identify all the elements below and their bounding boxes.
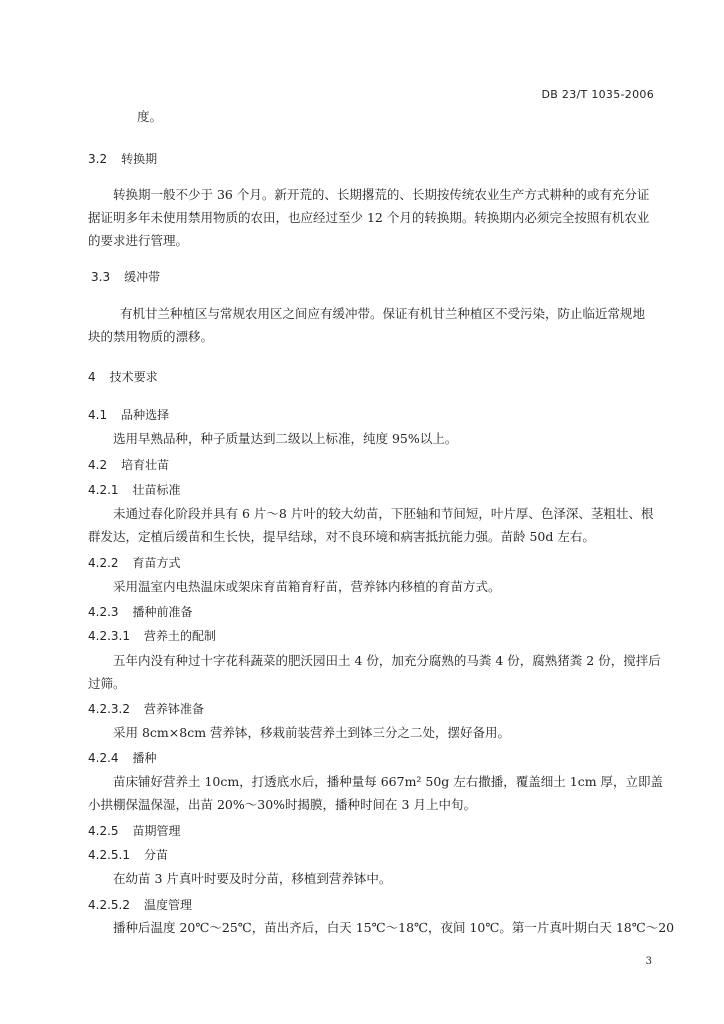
- section-title: 温度管理: [143, 898, 192, 912]
- text-line: 采用温室内电热温床或架床育苗箱育籽苗，营养钵内移植的育苗方式。: [113, 579, 501, 594]
- section-number: 4.2.5.1: [88, 848, 130, 862]
- section-number: 4.2.5: [88, 824, 119, 838]
- section-heading-4-2-1: [88, 481, 181, 499]
- section-title: 壮苗标准: [132, 483, 181, 497]
- section-heading-4: [88, 368, 158, 386]
- section-heading-4-1: [88, 406, 169, 424]
- section-heading-4-2: [88, 456, 169, 474]
- document-code: DB 23/T 1035-2006: [541, 88, 654, 101]
- section-title: 技术要求: [109, 370, 158, 384]
- text-line: 五年内没有种过十字花科蔬菜的肥沃园田土 4 份，加充分腐熟的马粪 4 份，腐熟猪粪 2 份，搅拌后: [113, 653, 661, 668]
- section-title: 缓冲带: [124, 270, 161, 284]
- section-heading-3-3: [91, 268, 160, 286]
- section-heading-4-2-5-1: [88, 846, 168, 864]
- section-number: 4.2.3.1: [88, 629, 130, 643]
- section-number: 4.2.1: [88, 483, 119, 497]
- section-heading-4-2-5: [88, 822, 181, 840]
- section-title: 育苗方式: [132, 556, 181, 570]
- section-heading-4-2-3-2: [88, 700, 204, 718]
- text-line: 有机甘兰种植区与常规农用区之间应有缓冲带。保证有机甘兰种植区不受污染，防止临近常规地: [120, 306, 646, 321]
- section-number: 4.2.3.2: [88, 702, 130, 716]
- text-line: 播种后温度 20℃～25℃，苗出齐后，白天 15℃～18℃，夜间 10℃。第一片真叶期白天 18℃～20: [113, 920, 675, 935]
- section-number: 4.2.4: [88, 751, 119, 765]
- section-title: 苗期管理: [132, 824, 181, 838]
- section-heading-3-2: [88, 150, 157, 168]
- section-number: 4.2.3: [88, 605, 119, 619]
- section-heading-4-2-3: [88, 603, 193, 621]
- section-number: 4.1: [88, 408, 108, 422]
- text-line: 采用 8cm×8cm 营养钵，移栽前装营养土到钵三分之二处，摆好备用。: [113, 725, 511, 740]
- text-line: 据证明多年未使用禁用物质的农田，也应经过至少 12 个月的转换期。转换期内必须完全按照有机农业: [88, 210, 650, 225]
- section-title: 播种前准备: [132, 605, 193, 619]
- section-title: 营养钵准备: [143, 702, 204, 716]
- section-title: 营养土的配制: [143, 629, 216, 643]
- section-title: 品种选择: [121, 408, 170, 422]
- text-line: 在幼苗 3 片真叶时要及时分苗，移植到营养钵中。: [113, 871, 392, 886]
- text-line: 块的禁用物质的漂移。: [88, 329, 214, 344]
- text-line: 选用早熟品种，种子质量达到二级以上标准，纯度 95%以上。: [113, 431, 458, 446]
- text-line: 转换期一般不少于 36 个月。新开荒的、长期撂荒的、长期按传统农业生产方式耕种的或有充分证: [113, 187, 650, 202]
- text-line: 度。: [137, 109, 163, 124]
- text-line: 群发达，定植后缓苗和生长快，提早结球，对不良环境和病害抵抗能力强。苗龄 50d 左右。: [88, 529, 595, 544]
- section-title: 播种: [132, 751, 157, 765]
- section-title: 转换期: [121, 152, 158, 166]
- section-heading-4-2-2: [88, 554, 181, 572]
- text-line: 小拱棚保温保湿，出苗 20%～30%时揭膜，播种时间在 3 月上中旬。: [88, 797, 476, 812]
- section-title: 分苗: [143, 848, 168, 862]
- section-title: 培育壮苗: [121, 458, 170, 472]
- page-number: 3: [645, 956, 652, 967]
- section-number: 4: [88, 370, 96, 384]
- section-number: 4.2: [88, 458, 108, 472]
- section-number: 4.2.2: [88, 556, 119, 570]
- section-heading-4-2-5-2: [88, 896, 192, 914]
- section-number: 4.2.5.2: [88, 898, 130, 912]
- text-line: 过筛。: [88, 676, 126, 691]
- text-line: 苗床铺好营养土 10cm，打透底水后，播种量每 667m² 50g 左右撒播，覆盖细土 1cm 厚，立即盖: [113, 774, 664, 789]
- section-heading-4-2-3-1: [88, 627, 216, 645]
- section-number: 3.2: [88, 152, 108, 166]
- text-line: 未通过春化阶段并具有 6 片～8 片叶的较大幼苗，下胚轴和节间短，叶片厚、色泽深、茎粗壮、根: [113, 506, 654, 521]
- text-line: 的要求进行管理。: [88, 233, 189, 248]
- section-number: 3.3: [91, 270, 111, 284]
- section-heading-4-2-4: [88, 749, 157, 767]
